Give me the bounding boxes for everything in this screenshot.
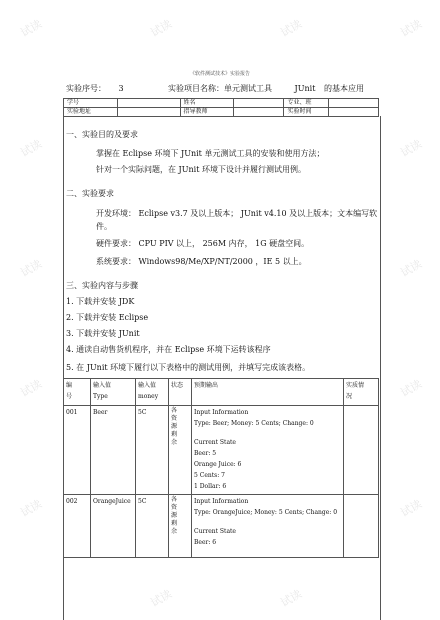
watermark-text: 试读	[18, 137, 45, 160]
step-4: 4. 通读自动售货机程序，并在 Eclipse 环境下运转该程序	[66, 345, 271, 354]
info-row	[64, 99, 379, 108]
section-2-env: 开发环境： Eclipse v3.7 及以上版本； JUnit v4.10 及以上版本；文本编写软	[96, 209, 378, 218]
experiment-name-suffix: 的基本应用	[323, 84, 364, 93]
section-1-title: 一、实验目的及要求	[66, 130, 138, 139]
watermark-text: 试读	[18, 497, 45, 520]
step-5: 5. 在 JUnit 环境下履行以下表格中的测试用例，并填写完成该表格。	[66, 363, 311, 372]
section-2-env-cont: 件。	[96, 222, 112, 231]
watermark-text: 试读	[398, 497, 425, 520]
table-row	[64, 495, 379, 558]
section-1-para-2: 针对一个实际问题，在 JUnit 环境下设计并履行测试用例。	[96, 165, 306, 174]
step-3: 3. 下载并安装 JUnit	[66, 329, 140, 338]
case-actual[interactable]	[344, 495, 379, 558]
info-cell: 姓名	[180, 99, 234, 108]
step-1: 1. 下载并安装 JDK	[66, 297, 135, 306]
info-cell: 实验时间	[284, 108, 328, 117]
info-cell	[328, 99, 378, 108]
header-actual: 实质情 况	[344, 379, 379, 406]
case-type: OrangeJuice	[91, 495, 136, 558]
experiment-number	[66, 83, 124, 94]
section-3-title: 三、实验内容与步骤	[66, 281, 138, 290]
case-id: 001	[64, 406, 91, 495]
watermark-text: 试读	[148, 17, 175, 40]
section-2-system: 系统要求： Windows98/Me/XP/NT/2000 ，IE 5 以上。	[96, 257, 307, 266]
watermark-text: 试读	[18, 17, 45, 40]
info-table	[63, 98, 379, 117]
watermark-text: 试读	[398, 137, 425, 160]
watermark-text: 试读	[18, 377, 45, 400]
experiment-number-value: 3	[118, 84, 124, 93]
watermark-text: 试读	[278, 587, 305, 610]
case-state: 各 资 源 剩 余	[169, 495, 192, 558]
header-expected: 预期输出	[192, 379, 344, 406]
test-case-table	[63, 378, 379, 558]
experiment-name-label: 实验项目名称：单元测试工具	[168, 84, 272, 93]
watermark-text: 试读	[398, 257, 425, 280]
page-header: 《软件测试技术》实验报告	[189, 71, 250, 77]
header-type: 输入值 Type	[91, 379, 136, 406]
section-2-hardware: 硬件要求： CPU PIV 以上， 256M 内存， 1G 硬盘空间。	[96, 239, 310, 248]
experiment-name-tool: JUnit	[294, 84, 316, 93]
info-cell	[234, 99, 284, 108]
info-cell: 实验地址	[64, 108, 118, 117]
experiment-name	[168, 83, 364, 94]
table-row	[64, 406, 379, 495]
case-id: 002	[64, 495, 91, 558]
watermark-text: 试读	[148, 587, 175, 610]
watermark-text: 试读	[18, 257, 45, 280]
watermark-text: 试读	[278, 17, 305, 40]
watermark-text: 试读	[398, 377, 425, 400]
step-2: 2. 下载并安装 Eclipse	[66, 313, 149, 322]
info-cell: 学号	[64, 99, 118, 108]
section-1-para-1: 掌握在 Eclipse 环境下 JUnit 单元测试工具的安装和使用方法；	[96, 149, 325, 158]
case-type: Beer	[91, 406, 136, 495]
watermark-text: 试读	[398, 17, 425, 40]
header-id: 编 号	[64, 379, 91, 406]
header-money: 输入值 money	[136, 379, 169, 406]
info-cell: 专业、班	[284, 99, 328, 108]
section-2-title: 二、实验要求	[66, 189, 114, 198]
case-expected: Input Information Type: Beer; Money: 5 Cents; Change: 0 Current State Beer: 5 Orange Juice: 6 5 Cents: 7 1 Dollar: 6	[192, 406, 344, 495]
info-cell	[117, 99, 180, 108]
case-expected: Input Information Type: OrangeJuice; Money: 5 Cents; Change: 0 Current State Beer: 6	[192, 495, 344, 558]
experiment-number-label: 实验序号：	[66, 84, 106, 93]
case-money: 5C	[136, 406, 169, 495]
header-state: 状态	[169, 379, 192, 406]
table-header-row	[64, 379, 379, 406]
case-money: 5C	[136, 495, 169, 558]
info-cell: 指导教师	[180, 108, 234, 117]
case-state: 各 资 源 剩 余	[169, 406, 192, 495]
case-actual[interactable]	[344, 406, 379, 495]
